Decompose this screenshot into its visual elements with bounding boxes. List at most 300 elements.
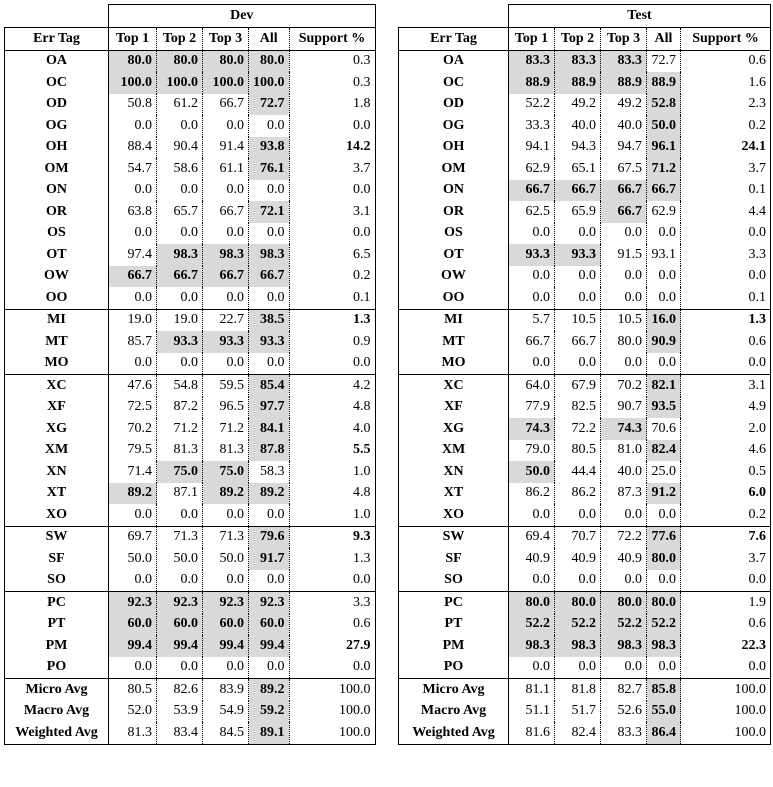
- all-cell: 89.2: [249, 679, 290, 701]
- dev-header-all: All: [249, 28, 290, 51]
- top2-cell: 0.0: [157, 353, 203, 375]
- table-row: [399, 526, 771, 548]
- err-tag-cell: OD: [5, 94, 109, 116]
- err-tag-cell: Weighted Avg: [399, 722, 509, 744]
- err-tag-cell: OW: [399, 266, 509, 288]
- top2-cell: 80.0: [157, 50, 203, 72]
- table-row: [5, 223, 376, 245]
- table-row: [399, 137, 771, 159]
- err-tag-cell: XN: [5, 461, 109, 483]
- top2-cell: 93.3: [555, 244, 601, 266]
- support-cell: 3.1: [681, 375, 771, 397]
- all-cell: 98.3: [647, 635, 681, 657]
- all-cell: 80.0: [647, 548, 681, 570]
- top3-cell: 83.9: [203, 679, 249, 701]
- top1-cell: 33.3: [509, 115, 555, 137]
- support-cell: 24.1: [681, 137, 771, 159]
- table-row: [399, 397, 771, 419]
- top1-cell: 40.9: [509, 548, 555, 570]
- support-cell: 2.0: [681, 418, 771, 440]
- err-tag-cell: PC: [5, 592, 109, 614]
- top3-cell: 59.5: [203, 375, 249, 397]
- table-row: [5, 375, 376, 397]
- top2-cell: 66.7: [555, 331, 601, 353]
- top3-cell: 88.9: [601, 72, 647, 94]
- top1-cell: 51.1: [509, 701, 555, 723]
- all-cell: 87.8: [249, 440, 290, 462]
- top2-cell: 82.6: [157, 679, 203, 701]
- support-cell: 100.0: [289, 701, 375, 723]
- support-cell: 3.3: [289, 592, 375, 614]
- top1-cell: 83.3: [509, 50, 555, 72]
- top1-cell: 85.7: [109, 331, 157, 353]
- table-row: [399, 331, 771, 353]
- top1-cell: 86.2: [509, 483, 555, 505]
- all-cell: 0.0: [647, 353, 681, 375]
- top3-cell: 66.7: [601, 180, 647, 202]
- table-row: [399, 266, 771, 288]
- support-cell: 3.1: [289, 201, 375, 223]
- support-cell: 0.2: [681, 115, 771, 137]
- top3-cell: 40.0: [601, 115, 647, 137]
- top2-cell: 58.6: [157, 158, 203, 180]
- all-cell: 60.0: [249, 614, 290, 636]
- table-row: [399, 570, 771, 592]
- top3-cell: 100.0: [203, 72, 249, 94]
- table-row: [5, 115, 376, 137]
- err-tag-cell: XO: [5, 504, 109, 526]
- top2-cell: 51.7: [555, 701, 601, 723]
- top3-cell: 0.0: [203, 115, 249, 137]
- top1-cell: 80.0: [109, 50, 157, 72]
- table-row: [5, 180, 376, 202]
- table-row: [5, 679, 376, 701]
- all-cell: 72.7: [647, 50, 681, 72]
- support-cell: 0.2: [681, 504, 771, 526]
- table-row: [399, 375, 771, 397]
- support-cell: 3.7: [681, 548, 771, 570]
- all-cell: 16.0: [647, 309, 681, 331]
- top1-cell: 100.0: [109, 72, 157, 94]
- support-cell: 100.0: [289, 722, 375, 744]
- top3-cell: 0.0: [203, 504, 249, 526]
- top2-cell: 54.8: [157, 375, 203, 397]
- top3-cell: 75.0: [203, 461, 249, 483]
- all-cell: 0.0: [249, 570, 290, 592]
- all-cell: 88.9: [647, 72, 681, 94]
- top2-cell: 0.0: [555, 504, 601, 526]
- err-tag-cell: MI: [5, 309, 109, 331]
- top1-cell: 66.7: [509, 331, 555, 353]
- top3-cell: 0.0: [601, 570, 647, 592]
- top1-cell: 52.0: [109, 701, 157, 723]
- table-row: [5, 461, 376, 483]
- top1-cell: 99.4: [109, 635, 157, 657]
- top1-cell: 0.0: [509, 223, 555, 245]
- err-tag-cell: OA: [399, 50, 509, 72]
- support-cell: 4.6: [681, 440, 771, 462]
- all-cell: 0.0: [647, 266, 681, 288]
- all-cell: 91.2: [647, 483, 681, 505]
- top2-cell: 10.5: [555, 309, 601, 331]
- all-cell: 98.3: [249, 244, 290, 266]
- top2-cell: 52.2: [555, 614, 601, 636]
- err-tag-cell: ON: [399, 180, 509, 202]
- err-tag-cell: MT: [399, 331, 509, 353]
- top3-cell: 0.0: [601, 353, 647, 375]
- all-cell: 93.3: [249, 331, 290, 353]
- support-cell: 1.3: [289, 309, 375, 331]
- all-cell: 58.3: [249, 461, 290, 483]
- err-tag-cell: OM: [5, 158, 109, 180]
- top3-cell: 98.3: [203, 244, 249, 266]
- top1-cell: 0.0: [109, 504, 157, 526]
- support-cell: 0.1: [289, 287, 375, 309]
- dev-header-err-tag: Err Tag: [5, 28, 109, 51]
- err-tag-cell: MO: [399, 353, 509, 375]
- table-row: [399, 440, 771, 462]
- dev-title: Dev: [109, 5, 376, 28]
- top1-cell: 64.0: [509, 375, 555, 397]
- all-cell: 89.2: [249, 483, 290, 505]
- top1-cell: 79.0: [509, 440, 555, 462]
- support-cell: 100.0: [289, 679, 375, 701]
- all-cell: 0.0: [647, 287, 681, 309]
- table-row: [5, 50, 376, 72]
- support-cell: 4.9: [681, 397, 771, 419]
- support-cell: 0.6: [289, 614, 375, 636]
- top2-cell: 0.0: [157, 657, 203, 679]
- support-cell: 3.7: [289, 158, 375, 180]
- top1-cell: 52.2: [509, 614, 555, 636]
- top2-cell: 98.3: [555, 635, 601, 657]
- support-cell: 0.0: [289, 353, 375, 375]
- top2-cell: 40.0: [555, 115, 601, 137]
- top1-cell: 66.7: [509, 180, 555, 202]
- top3-cell: 67.5: [601, 158, 647, 180]
- err-tag-cell: SW: [5, 526, 109, 548]
- err-tag-cell: XF: [399, 397, 509, 419]
- all-cell: 85.4: [249, 375, 290, 397]
- top2-cell: 70.7: [555, 526, 601, 548]
- err-tag-cell: XC: [399, 375, 509, 397]
- support-cell: 0.0: [289, 115, 375, 137]
- err-tag-cell: PT: [5, 614, 109, 636]
- top1-cell: 19.0: [109, 309, 157, 331]
- dev-table: [4, 4, 376, 745]
- err-tag-cell: OG: [399, 115, 509, 137]
- top3-cell: 96.5: [203, 397, 249, 419]
- support-cell: 3.3: [681, 244, 771, 266]
- table-row: [5, 440, 376, 462]
- err-tag-cell: MO: [5, 353, 109, 375]
- err-tag-cell: OS: [5, 223, 109, 245]
- all-cell: 72.7: [249, 94, 290, 116]
- top1-cell: 0.0: [509, 266, 555, 288]
- top3-cell: 90.7: [601, 397, 647, 419]
- top1-cell: 79.5: [109, 440, 157, 462]
- top2-cell: 71.2: [157, 418, 203, 440]
- table-row: [399, 180, 771, 202]
- top3-cell: 10.5: [601, 309, 647, 331]
- table-row: [5, 504, 376, 526]
- top1-cell: 88.9: [509, 72, 555, 94]
- err-tag-cell: SW: [399, 526, 509, 548]
- top2-cell: 0.0: [555, 353, 601, 375]
- test-header-top2: Top 2: [555, 28, 601, 51]
- top1-cell: 80.5: [109, 679, 157, 701]
- top2-cell: 0.0: [157, 115, 203, 137]
- support-cell: 1.0: [289, 461, 375, 483]
- top3-cell: 66.7: [203, 201, 249, 223]
- top3-cell: 54.9: [203, 701, 249, 723]
- all-cell: 66.7: [647, 180, 681, 202]
- top2-cell: 66.7: [157, 266, 203, 288]
- err-tag-cell: ON: [5, 180, 109, 202]
- table-row: [399, 701, 771, 723]
- top3-cell: 82.7: [601, 679, 647, 701]
- support-cell: 9.3: [289, 526, 375, 548]
- err-tag-cell: Macro Avg: [399, 701, 509, 723]
- top1-cell: 69.4: [509, 526, 555, 548]
- err-tag-cell: SO: [399, 570, 509, 592]
- err-tag-cell: XN: [399, 461, 509, 483]
- top2-cell: 19.0: [157, 309, 203, 331]
- support-cell: 6.5: [289, 244, 375, 266]
- support-cell: 22.3: [681, 635, 771, 657]
- top3-cell: 0.0: [203, 180, 249, 202]
- top2-cell: 0.0: [555, 223, 601, 245]
- support-cell: 0.0: [289, 180, 375, 202]
- top1-cell: 93.3: [509, 244, 555, 266]
- top2-cell: 92.3: [157, 592, 203, 614]
- err-tag-cell: Weighted Avg: [5, 722, 109, 744]
- top1-cell: 94.1: [509, 137, 555, 159]
- support-cell: 0.5: [681, 461, 771, 483]
- table-row: [5, 548, 376, 570]
- top2-cell: 94.3: [555, 137, 601, 159]
- all-cell: 85.8: [647, 679, 681, 701]
- top1-cell: 97.4: [109, 244, 157, 266]
- top2-cell: 49.2: [555, 94, 601, 116]
- all-cell: 55.0: [647, 701, 681, 723]
- top1-cell: 88.4: [109, 137, 157, 159]
- top3-cell: 52.6: [601, 701, 647, 723]
- top2-cell: 100.0: [157, 72, 203, 94]
- all-cell: 93.8: [249, 137, 290, 159]
- table-row: [399, 483, 771, 505]
- all-cell: 72.1: [249, 201, 290, 223]
- top3-cell: 71.3: [203, 526, 249, 548]
- top1-cell: 5.7: [509, 309, 555, 331]
- top3-cell: 0.0: [203, 287, 249, 309]
- top3-cell: 92.3: [203, 592, 249, 614]
- top2-cell: 40.9: [555, 548, 601, 570]
- err-tag-cell: SF: [399, 548, 509, 570]
- top1-cell: 81.6: [509, 722, 555, 744]
- all-cell: 0.0: [249, 180, 290, 202]
- table-row: [399, 72, 771, 94]
- top3-cell: 81.0: [601, 440, 647, 462]
- top3-cell: 83.3: [601, 50, 647, 72]
- top1-cell: 62.9: [509, 158, 555, 180]
- err-tag-cell: OM: [399, 158, 509, 180]
- top1-cell: 66.7: [109, 266, 157, 288]
- top3-cell: 94.7: [601, 137, 647, 159]
- top2-cell: 53.9: [157, 701, 203, 723]
- top1-cell: 0.0: [509, 570, 555, 592]
- table-row: [399, 244, 771, 266]
- table-row: [399, 548, 771, 570]
- top1-cell: 0.0: [109, 287, 157, 309]
- support-cell: 0.0: [289, 657, 375, 679]
- support-cell: 1.9: [681, 592, 771, 614]
- all-cell: 91.7: [249, 548, 290, 570]
- table-row: [399, 418, 771, 440]
- all-cell: 59.2: [249, 701, 290, 723]
- err-tag-cell: OH: [5, 137, 109, 159]
- all-cell: 0.0: [249, 657, 290, 679]
- test-header-all: All: [647, 28, 681, 51]
- top2-cell: 0.0: [157, 180, 203, 202]
- top2-cell: 65.9: [555, 201, 601, 223]
- top2-cell: 61.2: [157, 94, 203, 116]
- dev-header-top1: Top 1: [109, 28, 157, 51]
- top2-cell: 0.0: [555, 657, 601, 679]
- support-cell: 0.0: [681, 223, 771, 245]
- all-cell: 97.7: [249, 397, 290, 419]
- err-tag-cell: XO: [399, 504, 509, 526]
- table-row: [5, 592, 376, 614]
- err-tag-cell: XT: [5, 483, 109, 505]
- support-cell: 100.0: [681, 679, 771, 701]
- all-cell: 0.0: [647, 223, 681, 245]
- top2-cell: 0.0: [555, 287, 601, 309]
- all-cell: 86.4: [647, 722, 681, 744]
- top3-cell: 74.3: [601, 418, 647, 440]
- top1-cell: 71.4: [109, 461, 157, 483]
- top2-cell: 65.1: [555, 158, 601, 180]
- top2-cell: 82.4: [555, 722, 601, 744]
- test-header-support: Support %: [681, 28, 771, 51]
- all-cell: 96.1: [647, 137, 681, 159]
- top2-cell: 0.0: [555, 570, 601, 592]
- support-cell: 0.0: [681, 266, 771, 288]
- all-cell: 0.0: [249, 223, 290, 245]
- err-tag-cell: PM: [5, 635, 109, 657]
- top1-cell: 0.0: [509, 657, 555, 679]
- top1-cell: 50.8: [109, 94, 157, 116]
- top3-cell: 72.2: [601, 526, 647, 548]
- top1-cell: 69.7: [109, 526, 157, 548]
- support-cell: 100.0: [681, 701, 771, 723]
- top1-cell: 80.0: [509, 592, 555, 614]
- top3-cell: 61.1: [203, 158, 249, 180]
- top2-cell: 81.8: [555, 679, 601, 701]
- all-cell: 0.0: [647, 657, 681, 679]
- err-tag-cell: OH: [399, 137, 509, 159]
- all-cell: 66.7: [249, 266, 290, 288]
- table-row: [5, 526, 376, 548]
- all-cell: 79.6: [249, 526, 290, 548]
- all-cell: 90.9: [647, 331, 681, 353]
- table-row: [5, 331, 376, 353]
- top3-cell: 80.0: [601, 592, 647, 614]
- top1-cell: 81.3: [109, 722, 157, 744]
- top1-cell: 81.1: [509, 679, 555, 701]
- all-cell: 0.0: [647, 504, 681, 526]
- top3-cell: 81.3: [203, 440, 249, 462]
- support-cell: 4.4: [681, 201, 771, 223]
- table-row: [5, 266, 376, 288]
- err-tag-cell: OR: [399, 201, 509, 223]
- table-row: [399, 287, 771, 309]
- top2-cell: 0.0: [157, 223, 203, 245]
- table-row: [5, 244, 376, 266]
- table-row: [5, 353, 376, 375]
- all-cell: 77.6: [647, 526, 681, 548]
- support-cell: 0.3: [289, 50, 375, 72]
- top1-cell: 54.7: [109, 158, 157, 180]
- table-row: [399, 461, 771, 483]
- table-row: [5, 657, 376, 679]
- top3-cell: 87.3: [601, 483, 647, 505]
- all-cell: 84.1: [249, 418, 290, 440]
- support-cell: 0.2: [289, 266, 375, 288]
- top3-cell: 0.0: [203, 657, 249, 679]
- top3-cell: 66.7: [203, 94, 249, 116]
- top2-cell: 44.4: [555, 461, 601, 483]
- table-row: [399, 353, 771, 375]
- top3-cell: 60.0: [203, 614, 249, 636]
- support-cell: 1.8: [289, 94, 375, 116]
- top2-cell: 65.7: [157, 201, 203, 223]
- err-tag-cell: OR: [5, 201, 109, 223]
- dev-header-top3: Top 3: [203, 28, 249, 51]
- support-cell: 1.3: [289, 548, 375, 570]
- top3-cell: 99.4: [203, 635, 249, 657]
- table-row: [399, 635, 771, 657]
- table-row: [5, 635, 376, 657]
- test-corner: [399, 5, 509, 28]
- top2-cell: 98.3: [157, 244, 203, 266]
- top2-cell: 0.0: [555, 266, 601, 288]
- support-cell: 7.6: [681, 526, 771, 548]
- top2-cell: 81.3: [157, 440, 203, 462]
- dev-header-top2: Top 2: [157, 28, 203, 51]
- support-cell: 3.7: [681, 158, 771, 180]
- table-row: [5, 570, 376, 592]
- err-tag-cell: PC: [399, 592, 509, 614]
- all-cell: 0.0: [647, 570, 681, 592]
- top3-cell: 0.0: [601, 657, 647, 679]
- top1-cell: 63.8: [109, 201, 157, 223]
- top1-cell: 92.3: [109, 592, 157, 614]
- table-row: [5, 94, 376, 116]
- top2-cell: 50.0: [157, 548, 203, 570]
- err-tag-cell: OT: [5, 244, 109, 266]
- support-cell: 1.6: [681, 72, 771, 94]
- top2-cell: 72.2: [555, 418, 601, 440]
- err-tag-cell: OO: [5, 287, 109, 309]
- support-cell: 2.3: [681, 94, 771, 116]
- all-cell: 0.0: [249, 115, 290, 137]
- all-cell: 100.0: [249, 72, 290, 94]
- err-tag-cell: MT: [5, 331, 109, 353]
- support-cell: 0.0: [289, 223, 375, 245]
- top2-cell: 83.3: [555, 50, 601, 72]
- top3-cell: 80.0: [601, 331, 647, 353]
